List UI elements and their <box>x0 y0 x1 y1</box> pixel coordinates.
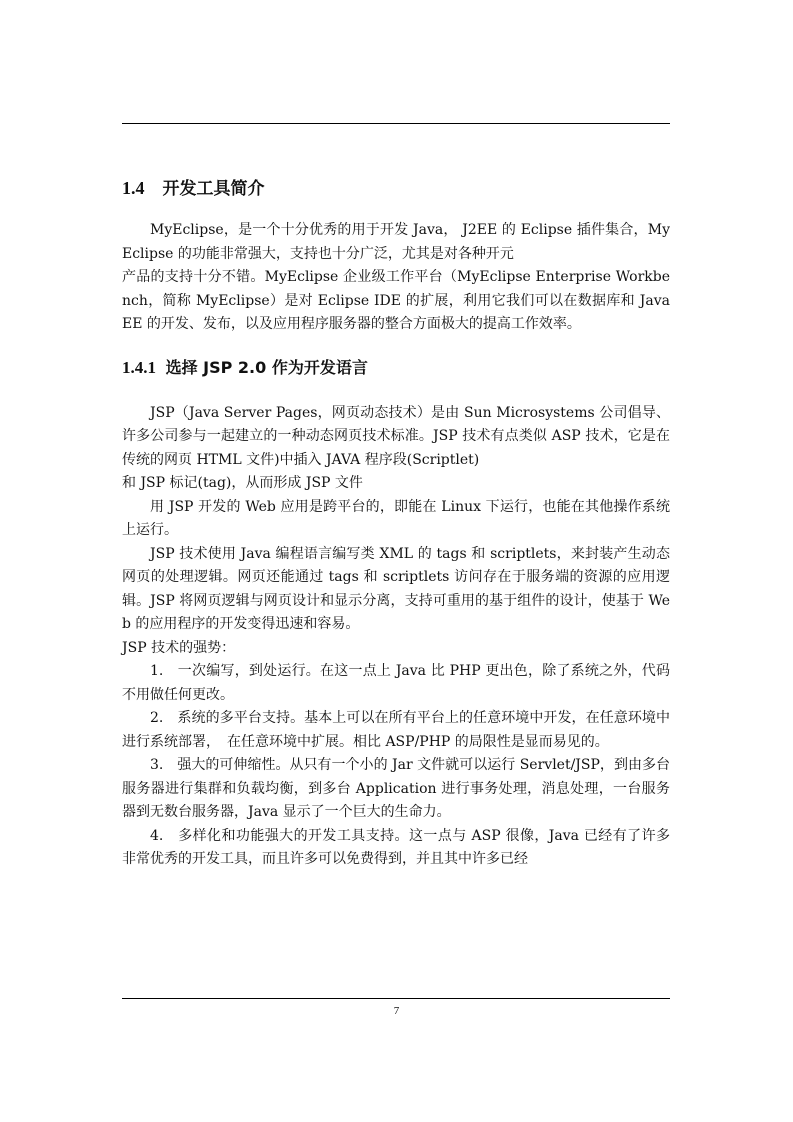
strength-item-3: 3. 强大的可伸缩性。从只有一个小的 Jar 文件就可以运行 Servlet/JSP，到由多台服务器进行集群和负载均衡，到多台 Application 进行事务处理，消息处理，一台服务器到无数台服务器，Java 显示了一个巨大的生命力。 <box>122 757 670 820</box>
strength-item-2: 2. 系统的多平台支持。基本上可以在所有平台上的任意环境中开发，在任意环境中进行系统部署， 在任意环境中扩展。相比 ASP/PHP 的局限性是显而易见的。 <box>122 710 670 750</box>
jsp-logic-paragraph: JSP 技术使用 Java 编程语言编写类 XML 的 tags 和 scriptlets，来封装产生动态网页的处理逻辑。网页还能通过 tags 和 scriptlets 访问存在于服务端的资源的应用逻辑。JSP 将网页逻辑与网页设计和显示分离，支持可重用的基于组件的设计，使基于 Web 的应用程序的开发变得迅速和容易。 <box>122 545 670 632</box>
header-rule <box>122 123 670 124</box>
subsection-number: 1.4.1 <box>122 357 156 377</box>
strengths-heading: JSP 技术的强势： <box>122 639 236 656</box>
strength-item-1: 1. 一次编写，到处运行。在这一点上 Java 比 PHP 更出色，除了系统之外，代码不用做任何更改。 <box>122 663 670 703</box>
jsp-definition-paragraph: JSP（Java Server Pages，网页动态技术）是由 Sun Microsystems 公司倡导、许多公司参与一起建立的一种动态网页技术标准。JSP 技术有点类似 ASP 技术，它是在传统的网页 HTML 文件)中插入 JAVA 程序段(Scriptlet) 和 JSP 标记(tag)，从而形成 JSP 文件 <box>122 404 670 491</box>
strength-item-4: 4. 多样化和功能强大的开发工具支持。这一点与 ASP 很像，Java 已经有了许多非常优秀的开发工具，而且许多可以免费得到，并且其中许多已经 <box>122 827 670 867</box>
section-title: 开发工具简介 <box>162 179 265 199</box>
footer-rule <box>122 998 670 999</box>
cross-platform-paragraph: 用 JSP 开发的 Web 应用是跨平台的，即能在 Linux 下运行，也能在其他操作系统上运行。 <box>122 498 670 538</box>
page-number: 7 <box>393 1005 400 1017</box>
subsection-heading <box>122 348 670 388</box>
subsection-title: 选择 JSP 2.0 作为开发语言 <box>165 357 368 377</box>
page-body <box>122 168 670 872</box>
intro-paragraph: MyEclipse，是一个十分优秀的用于开发 Java， J2EE 的 Eclipse 插件集合，MyEclipse 的功能非常强大，支持也十分广泛，尤其是对各种开元 产品的支持十分不错。MyEclipse 企业级工作平台（MyEclipse Enterprise Workbench，简称 MyEclipse）是对 Eclipse IDE 的扩展，利用它我们可以在数据库和 JavaEE 的开发、发布，以及应用程序服务器的整合方面极大的提高工作效率。 <box>122 222 670 332</box>
section-number: 1.4 <box>122 178 145 198</box>
section-heading <box>122 168 670 208</box>
